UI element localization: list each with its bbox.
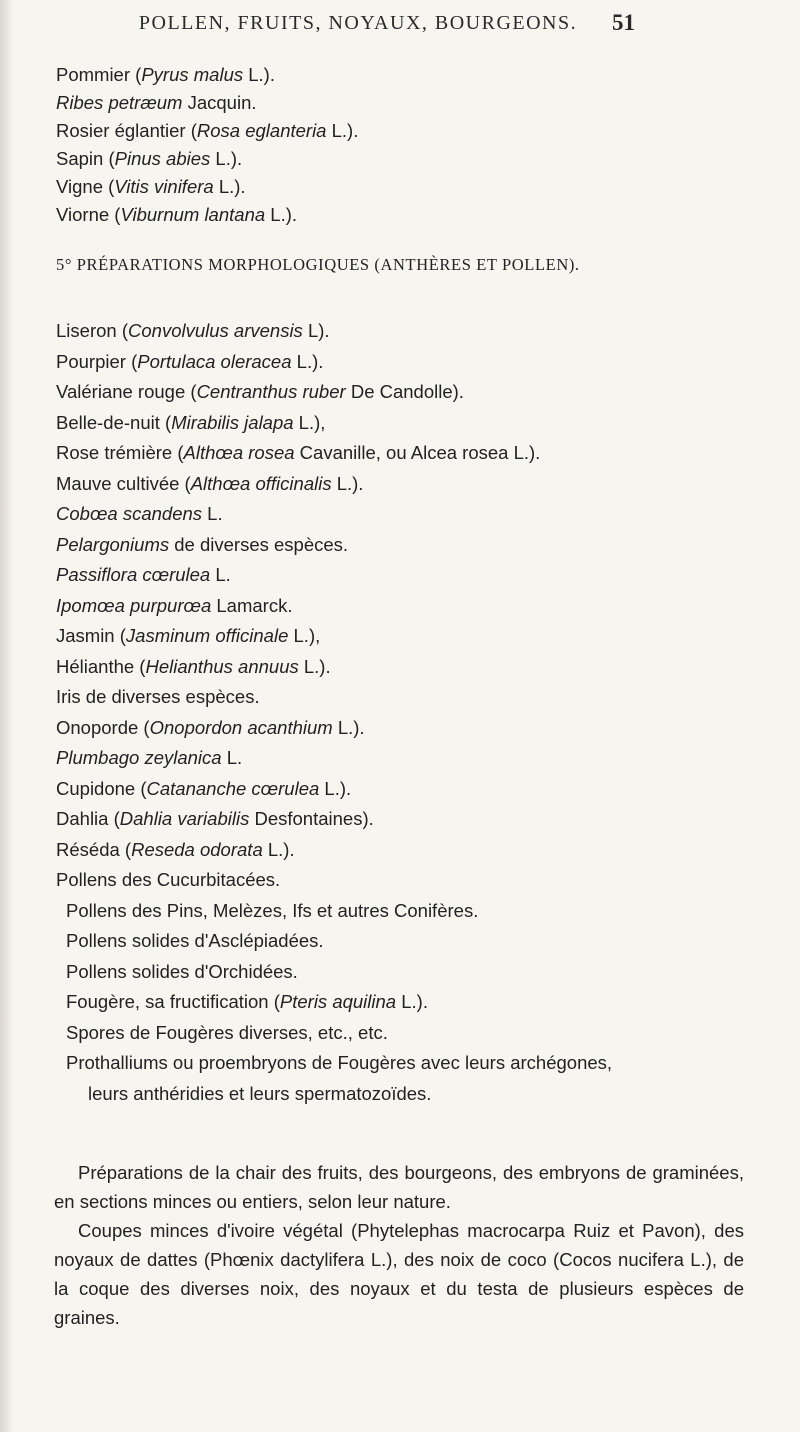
list-item xyxy=(56,562,231,588)
latin-name: Catananche cœrulea xyxy=(146,777,320,799)
latin-name: Dahlia variabilis xyxy=(119,808,250,829)
list-text: L.). xyxy=(332,716,365,738)
latin-name: Helianthus annuus xyxy=(145,655,299,677)
common-name: Pommier xyxy=(56,64,131,85)
list-text: ( xyxy=(135,777,147,799)
list-text: ( xyxy=(185,381,197,402)
list-item xyxy=(56,532,348,558)
paragraph-preparations: Préparations de la chair des fruits, des bourgeons, des embryons de graminées, en sections minces ou entiers, selon leur nature. xyxy=(54,1162,744,1212)
page-number: 51 xyxy=(612,10,635,35)
list-text: ( xyxy=(114,625,126,646)
common-name: Pollens des Pins, Melèzes, Ifs et autres Conifères. xyxy=(66,899,479,921)
common-name: Mauve cultivée xyxy=(56,472,180,494)
list-item xyxy=(88,1081,431,1107)
list-text: ( xyxy=(268,991,280,1012)
latin-name: Jasminum officinale xyxy=(125,625,289,646)
list-item xyxy=(56,410,325,436)
list-item xyxy=(56,349,323,375)
list-item xyxy=(56,202,297,228)
list-item xyxy=(56,146,242,172)
common-name: Iris de diverses espèces. xyxy=(56,686,260,707)
list-text: ( xyxy=(108,808,120,829)
common-name: Valériane rouge xyxy=(56,381,186,402)
common-name: Dahlia xyxy=(56,808,109,829)
latin-name: Pteris aquilina xyxy=(279,991,397,1012)
list-item xyxy=(56,837,295,863)
list-item xyxy=(66,928,324,954)
page-edge-shadow xyxy=(0,0,14,1432)
list-text: de diverses espèces. xyxy=(169,533,349,555)
list-text: L.). xyxy=(213,176,246,197)
list-text: De Candolle). xyxy=(345,381,464,402)
list-item xyxy=(56,684,260,710)
common-name: Liseron xyxy=(56,320,117,341)
list-item xyxy=(56,654,331,680)
list-item xyxy=(56,379,464,405)
common-name: Réséda xyxy=(56,838,120,860)
latin-name: Rosa eglanteria xyxy=(196,120,327,141)
common-name: Hélianthe xyxy=(56,655,135,677)
list-text: L.). xyxy=(291,350,324,372)
list-text: ( xyxy=(130,64,142,85)
list-item xyxy=(56,318,330,344)
list-text: L. xyxy=(221,747,243,768)
common-name: Rose trémière xyxy=(56,442,173,463)
common-name: Rosier églantier xyxy=(56,120,186,141)
common-name: Viorne xyxy=(56,204,110,225)
list-item xyxy=(56,90,257,116)
list-text: ( xyxy=(185,120,197,141)
latin-name: Plumbago zeylanica xyxy=(56,747,222,768)
list-item xyxy=(66,989,428,1015)
section-heading: 5° PRÉPARATIONS MORPHOLOGIQUES (ANTHÈRES ET POLLEN). xyxy=(56,255,580,274)
list-text: Desfontaines). xyxy=(249,808,374,829)
paragraph-coupes: Coupes minces d'ivoire végétal (Phytelephas macrocarpa Ruiz et Pavon), des noyaux de dattes (Phœnix dactylifera L.), des noix de coco (Cocos nucifera L.), de la coque des diverses noix, des noyaux et du testa de plusieurs espèces de graines. xyxy=(54,1220,744,1328)
latin-name: Viburnum lantana xyxy=(120,204,266,225)
latin-name: Passiflora cœrulea xyxy=(56,564,211,585)
list-item xyxy=(56,623,320,649)
latin-name: Pyrus malus xyxy=(141,64,244,85)
list-text: ( xyxy=(116,320,128,341)
common-name: Pollens solides d'Asclépiadées. xyxy=(66,930,324,951)
running-title: POLLEN, FRUITS, NOYAUX, BOURGEONS. xyxy=(138,12,578,34)
list-item xyxy=(56,867,280,893)
list-text: ( xyxy=(119,838,132,860)
list-text: ( xyxy=(138,716,150,738)
list-item xyxy=(66,898,478,924)
list-item xyxy=(56,745,242,771)
list-item xyxy=(56,118,358,144)
list-item xyxy=(56,715,365,741)
list-text: ( xyxy=(159,411,172,433)
common-name: Belle-de-nuit xyxy=(56,411,160,433)
list-text: L.). xyxy=(319,777,352,799)
common-name: Sapin xyxy=(56,148,104,169)
list-text: L.), xyxy=(293,411,326,433)
latin-name: Centranthus ruber xyxy=(196,381,346,402)
list-text: L.). xyxy=(210,148,243,169)
latin-name: Mirabilis jalapa xyxy=(171,411,294,433)
list-text: L.). xyxy=(262,838,295,860)
list-text: L. xyxy=(202,503,223,524)
list-text: Jacquin. xyxy=(182,92,257,113)
list-text: Cavanille, ou Alcea rosea L.). xyxy=(294,442,541,463)
list-item xyxy=(66,959,298,985)
latin-name: Onopordon acanthium xyxy=(149,716,333,738)
latin-name: Convolvulus arvensis xyxy=(128,320,303,341)
latin-name: Althœa rosea xyxy=(183,442,295,463)
common-name: Prothalliums ou proembryons de Fougères avec leurs archégones, xyxy=(66,1052,613,1073)
common-name: Fougère, sa fructification xyxy=(66,991,269,1012)
list-text: L.). xyxy=(326,120,359,141)
list-text: ( xyxy=(125,350,138,372)
common-name: leurs anthéridies et leurs spermatozoïdes. xyxy=(88,1082,432,1104)
common-name: Pourpier xyxy=(56,350,126,372)
latin-name: Cobœa scandens xyxy=(56,503,203,524)
common-name: Pollens solides d'Orchidées. xyxy=(66,960,298,982)
latin-name: Portulaca oleracea xyxy=(137,350,292,372)
list-text: L.). xyxy=(298,655,331,677)
list-text: L.). xyxy=(331,472,364,494)
list-text: L.). xyxy=(243,64,275,85)
latin-name: Pinus abies xyxy=(114,148,211,169)
list-item xyxy=(66,1050,612,1076)
common-name: Spores de Fougères diverses, etc., etc. xyxy=(66,1021,388,1043)
common-name: Onoporde xyxy=(56,716,139,738)
list-text: ( xyxy=(102,176,115,197)
list-item xyxy=(66,1020,388,1046)
list-text: Lamarck. xyxy=(211,594,293,616)
list-item xyxy=(56,471,363,497)
common-name: Jasmin xyxy=(56,625,115,646)
list-text: L). xyxy=(302,320,330,341)
list-text: L. xyxy=(210,564,231,585)
latin-name: Pelargoniums xyxy=(56,533,170,555)
list-text: ( xyxy=(134,655,146,677)
list-text: L.). xyxy=(265,204,298,225)
list-item xyxy=(56,501,223,527)
common-name: Pollens des Cucurbitacées. xyxy=(56,869,281,890)
list-item xyxy=(56,776,351,802)
list-item xyxy=(56,593,292,619)
latin-name: Ribes petræum xyxy=(56,92,183,113)
list-text: ( xyxy=(103,148,115,169)
list-text: ( xyxy=(172,442,184,463)
list-text: L.). xyxy=(396,991,428,1012)
common-name: Cupidone xyxy=(56,777,136,799)
common-name: Vigne xyxy=(56,176,103,197)
page-header xyxy=(0,10,800,44)
list-text: ( xyxy=(179,472,191,494)
latin-name: Ipomœa purpurœa xyxy=(56,594,212,616)
latin-name: Vitis vinifera xyxy=(114,176,214,197)
list-item xyxy=(56,174,246,200)
list-text: ( xyxy=(109,204,121,225)
list-item xyxy=(56,62,275,88)
latin-name: Reseda odorata xyxy=(131,838,263,860)
list-item xyxy=(56,440,540,466)
list-item xyxy=(56,806,374,832)
latin-name: Althœa officinalis xyxy=(190,472,332,494)
list-text: L.), xyxy=(288,625,321,646)
